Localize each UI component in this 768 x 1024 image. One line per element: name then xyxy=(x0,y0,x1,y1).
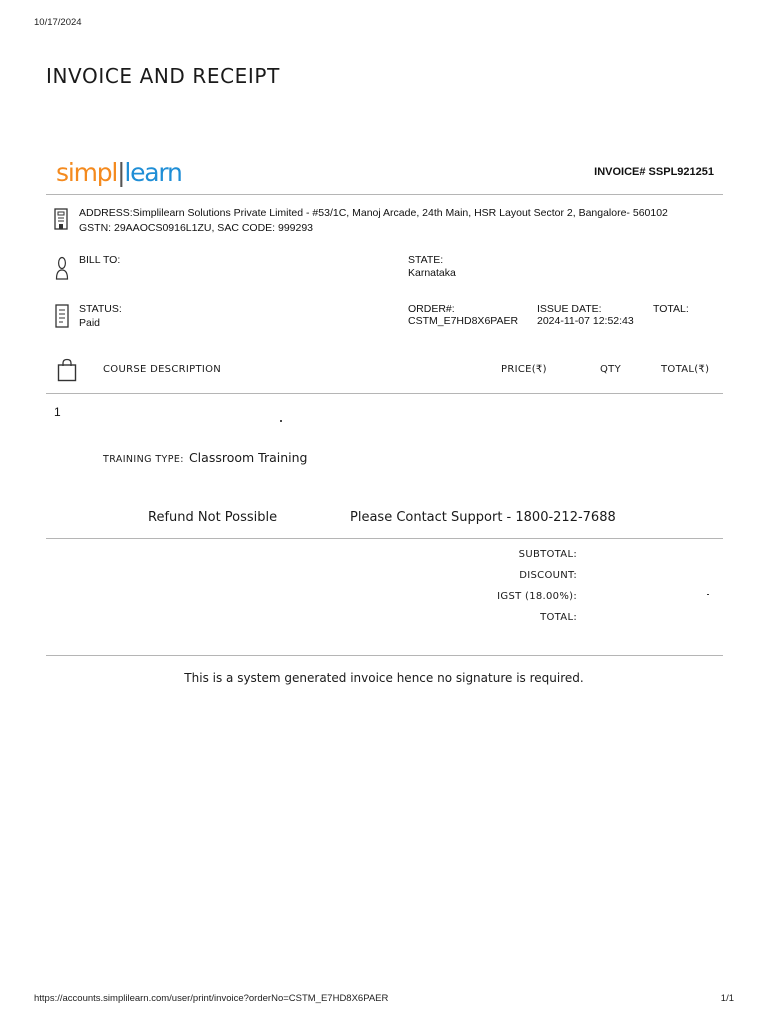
document-icon xyxy=(55,304,69,328)
igst-label: IGST (18.00%): xyxy=(497,591,577,602)
simplilearn-logo: simpl|learn xyxy=(56,158,182,187)
support-notice: Please Contact Support - 1800-212-7688 xyxy=(350,510,616,525)
order-value: CSTM_E7HD8X6PAER xyxy=(408,315,519,327)
summary-total-label: TOTAL: xyxy=(540,612,577,623)
order-total-label: TOTAL: xyxy=(653,303,689,315)
column-course-description: COURSE DESCRIPTION xyxy=(103,364,222,375)
training-type xyxy=(103,447,307,466)
gstn-line: GSTN: 29AAOCS0916L1ZU, SAC CODE: 999293 xyxy=(79,222,314,234)
status-label: STATUS: xyxy=(79,303,122,315)
igst-mark xyxy=(707,594,709,595)
divider xyxy=(46,655,723,656)
divider xyxy=(46,538,723,539)
divider xyxy=(46,194,723,195)
print-url: https://accounts.simplilearn.com/user/print/invoice?orderNo=CSTM_E7HD8X6PAER xyxy=(34,993,389,1004)
column-price: PRICE(₹) xyxy=(501,364,547,375)
column-qty: QTY xyxy=(600,364,621,375)
print-page-number: 1/1 xyxy=(720,993,734,1004)
print-date: 10/17/2024 xyxy=(34,17,82,28)
invoice-number: INVOICE# SSPL921251 xyxy=(594,166,714,178)
training-type-label: TRAINING TYPE: xyxy=(103,454,184,465)
order-label: ORDER#: xyxy=(408,303,455,315)
column-total: TOTAL(₹) xyxy=(661,364,710,375)
table-row-index: 1 xyxy=(54,405,61,419)
page-title: INVOICE AND RECEIPT xyxy=(46,64,280,88)
address-line: ADDRESS:Simplilearn Solutions Private Limited - #53/1C, Manoj Arcade, 24th Main, HSR Layout Sector 2, Bangalore- 560102 xyxy=(79,207,668,219)
shopping-bag-icon xyxy=(57,358,77,382)
state-value: Karnataka xyxy=(408,267,456,279)
discount-label: DISCOUNT: xyxy=(519,570,577,581)
building-icon xyxy=(54,208,68,230)
company-address xyxy=(79,206,668,236)
divider xyxy=(46,393,723,394)
user-icon xyxy=(55,256,69,280)
issue-date-label: ISSUE DATE: xyxy=(537,303,602,315)
training-type-value: Classroom Training xyxy=(188,450,308,465)
state-label: STATE: xyxy=(408,254,444,266)
status-value: Paid xyxy=(79,317,101,329)
issue-date-value: 2024-11-07 12:52:43 xyxy=(537,315,634,327)
refund-notice: Refund Not Possible xyxy=(148,510,278,525)
subtotal-label: SUBTOTAL: xyxy=(518,549,577,560)
system-generated-note: This is a system generated invoice hence no signature is required. xyxy=(184,671,584,685)
bill-to-label: BILL TO: xyxy=(79,254,121,266)
row-dot xyxy=(280,420,282,422)
